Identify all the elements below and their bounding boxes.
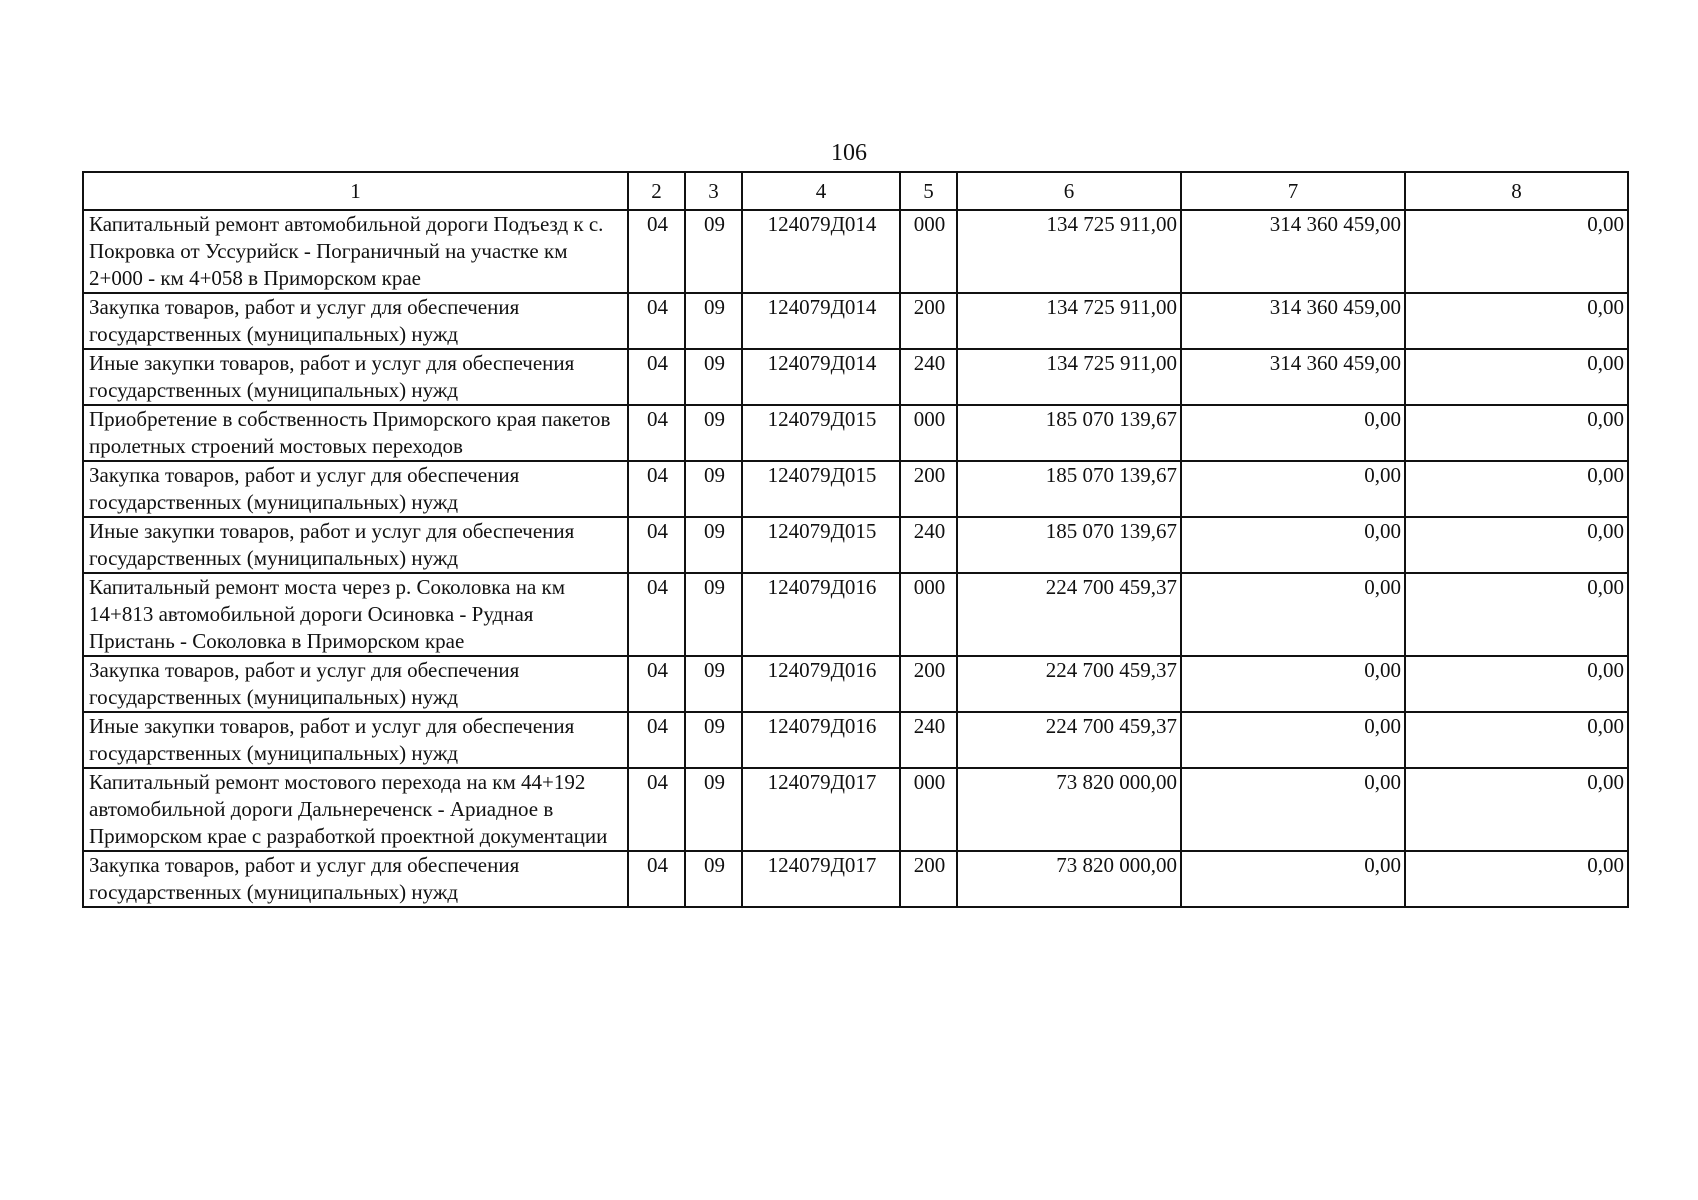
- target-code: 124079Д017: [742, 851, 900, 907]
- sum-col-8: 0,00: [1405, 712, 1628, 768]
- column-header: 1: [83, 172, 628, 210]
- expense-type-code: 200: [900, 656, 957, 712]
- item-name: Иные закупки товаров, работ и услуг для обеспечения государственных (муниципальных) нужд: [83, 712, 628, 768]
- expense-type-code: 200: [900, 461, 957, 517]
- sum-col-8: 0,00: [1405, 573, 1628, 656]
- sum-col-7: 0,00: [1181, 573, 1405, 656]
- sum-col-7: 314 360 459,00: [1181, 349, 1405, 405]
- column-header: 2: [628, 172, 685, 210]
- header-row: [83, 172, 1628, 210]
- sum-col-6: 185 070 139,67: [957, 517, 1181, 573]
- sum-col-6: 185 070 139,67: [957, 405, 1181, 461]
- item-name: Капитальный ремонт мостового перехода на км 44+192 автомобильной дороги Дальнереченск - Ариадное в Приморском крае с разработкой проектной документации: [83, 768, 628, 851]
- subsection-code: 09: [685, 210, 742, 293]
- sum-col-6: 185 070 139,67: [957, 461, 1181, 517]
- item-name: Закупка товаров, работ и услуг для обеспечения государственных (муниципальных) нужд: [83, 293, 628, 349]
- expense-type-code: 000: [900, 573, 957, 656]
- sum-col-7: 314 360 459,00: [1181, 293, 1405, 349]
- subsection-code: 09: [685, 349, 742, 405]
- subsection-code: 09: [685, 768, 742, 851]
- sum-col-8: 0,00: [1405, 210, 1628, 293]
- section-code: 04: [628, 851, 685, 907]
- section-code: 04: [628, 405, 685, 461]
- item-name: Закупка товаров, работ и услуг для обеспечения государственных (муниципальных) нужд: [83, 851, 628, 907]
- page-number: 106: [831, 140, 867, 166]
- target-code: 124079Д015: [742, 461, 900, 517]
- target-code: 124079Д016: [742, 656, 900, 712]
- section-code: 04: [628, 712, 685, 768]
- target-code: 124079Д015: [742, 405, 900, 461]
- expense-type-code: 200: [900, 851, 957, 907]
- target-code: 124079Д014: [742, 293, 900, 349]
- item-name: Приобретение в собственность Приморского края пакетов пролетных строений мостовых переходов: [83, 405, 628, 461]
- sum-col-6: 134 725 911,00: [957, 210, 1181, 293]
- item-name: Закупка товаров, работ и услуг для обеспечения государственных (муниципальных) нужд: [83, 656, 628, 712]
- table-row: [83, 293, 1628, 349]
- target-code: 124079Д016: [742, 573, 900, 656]
- sum-col-7: 0,00: [1181, 712, 1405, 768]
- subsection-code: 09: [685, 461, 742, 517]
- section-code: 04: [628, 461, 685, 517]
- expense-type-code: 000: [900, 405, 957, 461]
- subsection-code: 09: [685, 712, 742, 768]
- table-row: [83, 405, 1628, 461]
- subsection-code: 09: [685, 293, 742, 349]
- subsection-code: 09: [685, 517, 742, 573]
- sum-col-8: 0,00: [1405, 405, 1628, 461]
- sum-col-6: 134 725 911,00: [957, 349, 1181, 405]
- subsection-code: 09: [685, 851, 742, 907]
- column-header: 5: [900, 172, 957, 210]
- expense-type-code: 240: [900, 712, 957, 768]
- column-header: 6: [957, 172, 1181, 210]
- sum-col-7: 0,00: [1181, 461, 1405, 517]
- target-code: 124079Д014: [742, 210, 900, 293]
- section-code: 04: [628, 517, 685, 573]
- budget-table: [82, 171, 1629, 908]
- subsection-code: 09: [685, 405, 742, 461]
- sum-col-6: 73 820 000,00: [957, 768, 1181, 851]
- table-row: [83, 573, 1628, 656]
- sum-col-6: 224 700 459,37: [957, 573, 1181, 656]
- expense-type-code: 240: [900, 349, 957, 405]
- expense-type-code: 200: [900, 293, 957, 349]
- column-header: 7: [1181, 172, 1405, 210]
- target-code: 124079Д017: [742, 768, 900, 851]
- sum-col-6: 224 700 459,37: [957, 656, 1181, 712]
- target-code: 124079Д015: [742, 517, 900, 573]
- target-code: 124079Д014: [742, 349, 900, 405]
- section-code: 04: [628, 768, 685, 851]
- sum-col-8: 0,00: [1405, 768, 1628, 851]
- table-row: [83, 851, 1628, 907]
- table-row: [83, 768, 1628, 851]
- section-code: 04: [628, 210, 685, 293]
- sum-col-8: 0,00: [1405, 851, 1628, 907]
- sum-col-8: 0,00: [1405, 349, 1628, 405]
- sum-col-7: 0,00: [1181, 405, 1405, 461]
- section-code: 04: [628, 349, 685, 405]
- expense-type-code: 000: [900, 768, 957, 851]
- sum-col-7: 0,00: [1181, 851, 1405, 907]
- item-name: Капитальный ремонт автомобильной дороги Подъезд к с. Покровка от Уссурийск - Пограничный на участке км 2+000 - км 4+058 в Приморском крае: [83, 210, 628, 293]
- table-row: [83, 461, 1628, 517]
- sum-col-7: 0,00: [1181, 656, 1405, 712]
- target-code: 124079Д016: [742, 712, 900, 768]
- sum-col-7: 0,00: [1181, 517, 1405, 573]
- table-row: [83, 210, 1628, 293]
- sum-col-8: 0,00: [1405, 517, 1628, 573]
- expense-type-code: 240: [900, 517, 957, 573]
- subsection-code: 09: [685, 573, 742, 656]
- subsection-code: 09: [685, 656, 742, 712]
- section-code: 04: [628, 656, 685, 712]
- sum-col-7: 0,00: [1181, 768, 1405, 851]
- item-name: Иные закупки товаров, работ и услуг для обеспечения государственных (муниципальных) нужд: [83, 349, 628, 405]
- table-row: [83, 712, 1628, 768]
- table-row: [83, 656, 1628, 712]
- sum-col-6: 224 700 459,37: [957, 712, 1181, 768]
- sum-col-8: 0,00: [1405, 461, 1628, 517]
- table-row: [83, 517, 1628, 573]
- column-header: 8: [1405, 172, 1628, 210]
- column-header: 4: [742, 172, 900, 210]
- sum-col-8: 0,00: [1405, 293, 1628, 349]
- section-code: 04: [628, 573, 685, 656]
- section-code: 04: [628, 293, 685, 349]
- item-name: Закупка товаров, работ и услуг для обеспечения государственных (муниципальных) нужд: [83, 461, 628, 517]
- sum-col-6: 134 725 911,00: [957, 293, 1181, 349]
- sum-col-6: 73 820 000,00: [957, 851, 1181, 907]
- sum-col-8: 0,00: [1405, 656, 1628, 712]
- sum-col-7: 314 360 459,00: [1181, 210, 1405, 293]
- column-header: 3: [685, 172, 742, 210]
- expense-type-code: 000: [900, 210, 957, 293]
- item-name: Капитальный ремонт моста через р. Соколовка на км 14+813 автомобильной дороги Осиновка - Рудная Пристань - Соколовка в Приморском крае: [83, 573, 628, 656]
- item-name: Иные закупки товаров, работ и услуг для обеспечения государственных (муниципальных) нужд: [83, 517, 628, 573]
- table-row: [83, 349, 1628, 405]
